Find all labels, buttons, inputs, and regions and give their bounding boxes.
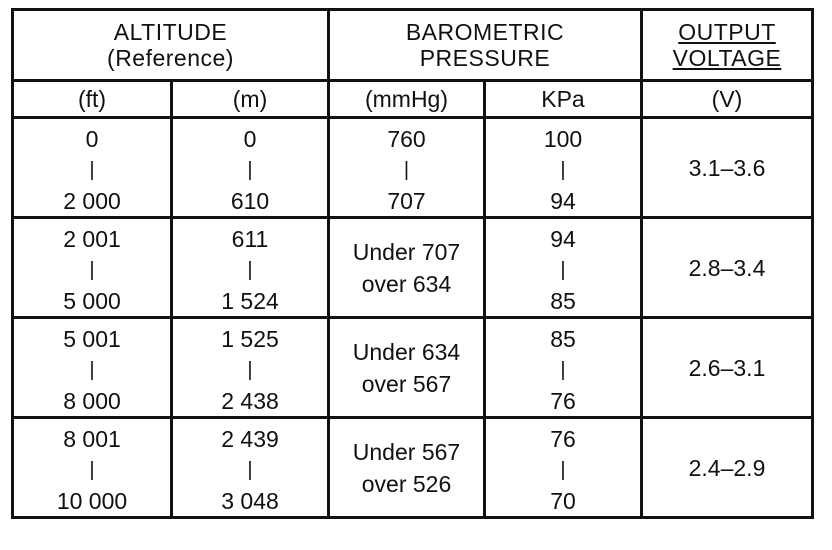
kpa-range-cell xyxy=(485,118,642,218)
pressure-under: Under 707 xyxy=(352,238,461,265)
table-row xyxy=(13,118,813,218)
range-separator: | xyxy=(560,158,566,181)
range-separator: | xyxy=(247,158,253,181)
mmhg-text-cell xyxy=(329,318,485,418)
range-separator: | xyxy=(403,158,410,181)
pressure-under: Under 567 xyxy=(352,438,461,465)
voltage-header-line2: VOLTAGE xyxy=(672,45,782,71)
range-to: 10 000 xyxy=(56,487,128,514)
kpa-range-cell xyxy=(485,418,642,518)
pressure-over: over 634 xyxy=(361,270,452,297)
ft-range-cell xyxy=(13,118,172,218)
pressure-header-line2: PRESSURE xyxy=(419,45,551,71)
ft-range-cell xyxy=(13,418,172,518)
voltage-cell: 3.1–3.6 xyxy=(642,118,813,218)
range-from: 8 001 xyxy=(63,425,121,452)
range-to: 94 xyxy=(550,187,576,214)
ft-range-cell xyxy=(13,218,172,318)
range-to: 5 000 xyxy=(63,287,121,314)
range-from: 100 xyxy=(543,125,583,152)
range-from: 0 xyxy=(243,125,257,152)
pressure-header xyxy=(329,10,642,81)
voltage-header-line1: OUTPUT xyxy=(678,19,776,45)
range-to: 610 xyxy=(230,187,270,214)
range-from: 94 xyxy=(550,225,576,252)
mmhg-text-cell xyxy=(329,418,485,518)
range-from: 85 xyxy=(550,325,576,352)
unit-ft: (ft) xyxy=(13,81,172,118)
range-separator: | xyxy=(89,358,95,381)
range-from: 2 001 xyxy=(63,225,121,252)
range-separator: | xyxy=(89,458,95,481)
voltage-cell: 2.8–3.4 xyxy=(642,218,813,318)
range-separator: | xyxy=(560,258,566,281)
voltage-cell: 2.4–2.9 xyxy=(642,418,813,518)
pressure-under: Under 634 xyxy=(352,338,461,365)
altitude-pressure-voltage-table xyxy=(11,8,814,519)
pressure-header-line1: BAROMETRIC xyxy=(405,19,565,45)
range-to: 3 048 xyxy=(221,487,279,514)
range-to: 2 438 xyxy=(221,387,279,414)
range-separator: | xyxy=(89,258,95,281)
pressure-over: over 567 xyxy=(361,370,452,397)
range-to: 70 xyxy=(550,487,576,514)
range-separator: | xyxy=(89,158,95,181)
range-separator: | xyxy=(247,258,253,281)
range-to: 85 xyxy=(550,287,576,314)
range-separator: | xyxy=(247,358,253,381)
table-row xyxy=(13,218,813,318)
range-to: 1 524 xyxy=(221,287,279,314)
range-separator: | xyxy=(560,358,566,381)
unit-m: (m) xyxy=(172,81,329,118)
range-from: 760 xyxy=(387,125,426,152)
table-row xyxy=(13,418,813,518)
m-range-cell xyxy=(172,218,329,318)
mmhg-text-cell xyxy=(329,218,485,318)
voltage-cell: 2.6–3.1 xyxy=(642,318,813,418)
range-separator: | xyxy=(247,458,253,481)
range-from: 0 xyxy=(85,125,99,152)
m-range-cell xyxy=(172,118,329,218)
kpa-range-cell xyxy=(485,318,642,418)
kpa-range-cell xyxy=(485,218,642,318)
pressure-over: over 526 xyxy=(361,470,452,497)
table-row xyxy=(13,318,813,418)
header-row xyxy=(13,10,813,81)
unit-v: (V) xyxy=(642,81,813,118)
ft-range-cell xyxy=(13,318,172,418)
m-range-cell xyxy=(172,418,329,518)
units-row xyxy=(13,81,813,118)
mmhg-range-cell xyxy=(329,118,485,218)
range-to: 707 xyxy=(387,187,426,214)
unit-kpa: KPa xyxy=(485,81,642,118)
range-from: 2 439 xyxy=(221,425,279,452)
range-from: 76 xyxy=(550,425,576,452)
range-to: 8 000 xyxy=(63,387,121,414)
range-separator: | xyxy=(560,458,566,481)
range-to: 2 000 xyxy=(63,187,121,214)
range-from: 5 001 xyxy=(63,325,121,352)
altitude-header-title: ALTITUDE xyxy=(113,19,228,45)
range-from: 611 xyxy=(231,225,269,252)
range-to: 76 xyxy=(550,387,576,414)
voltage-header xyxy=(642,10,813,81)
altitude-header xyxy=(13,10,329,81)
unit-mmhg: (mmHg) xyxy=(329,81,485,118)
range-from: 1 525 xyxy=(221,325,279,352)
altitude-header-subtitle: (Reference) xyxy=(107,45,234,71)
m-range-cell xyxy=(172,318,329,418)
